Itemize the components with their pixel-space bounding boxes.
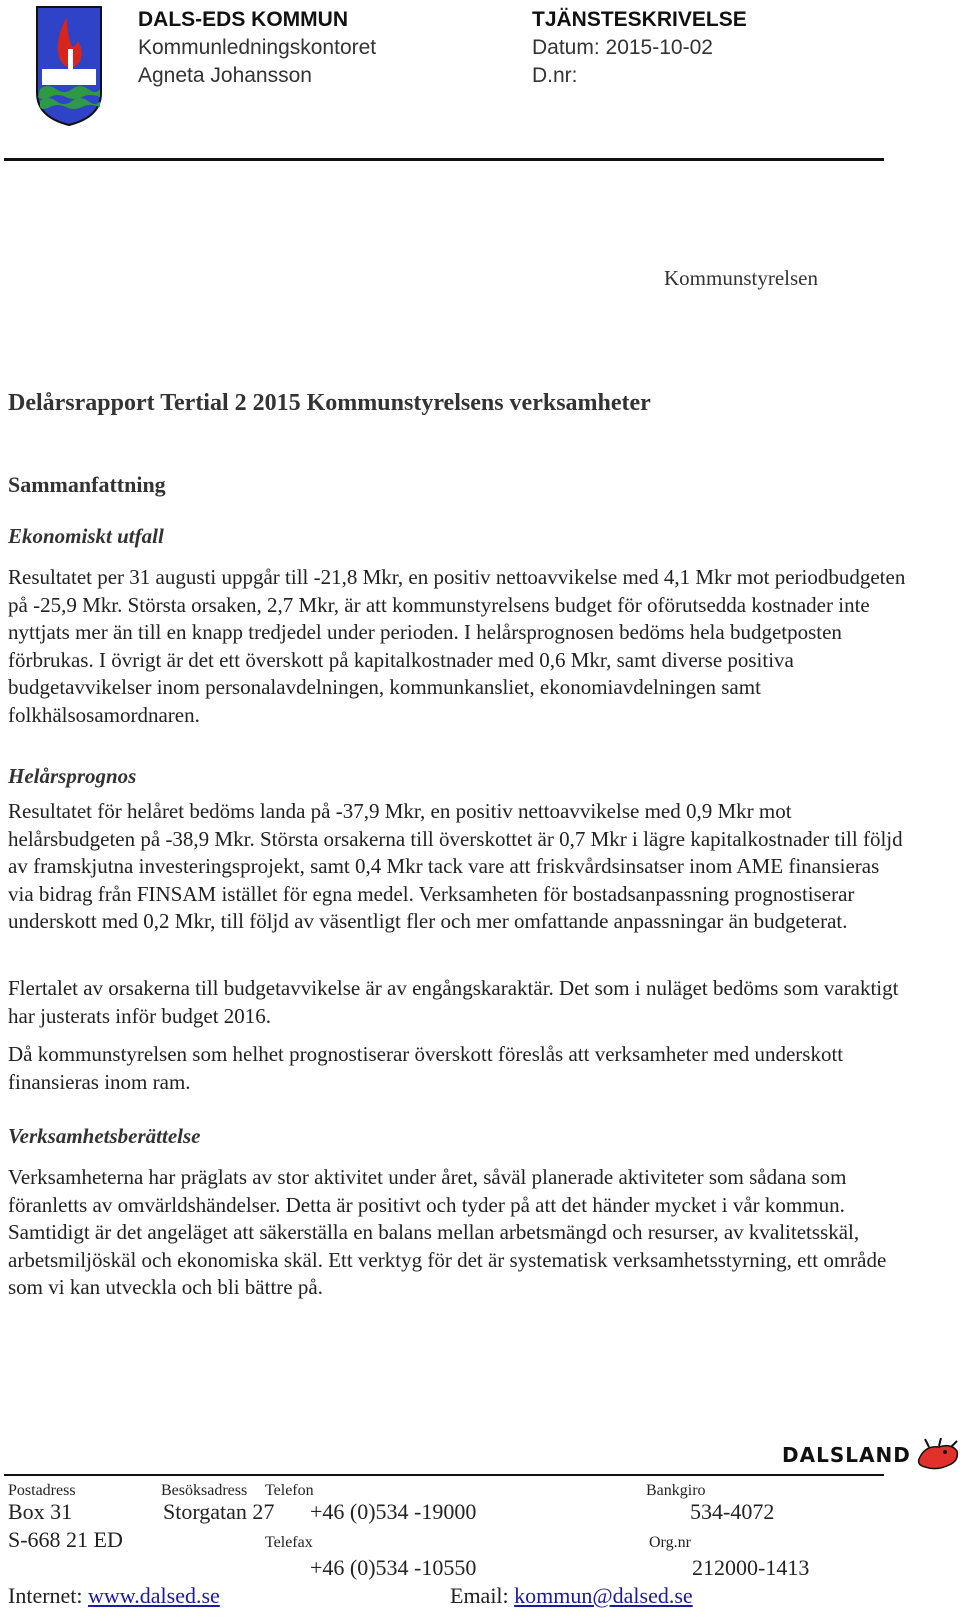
header-rule: [4, 158, 884, 161]
paragraph-helarsprognos-3: Då kommunstyrelsen som helhet prognostiserar överskott föreslås att verksamheter med underskott finansieras inom ram.: [8, 1042, 844, 1094]
street-address: Storgatan 27: [163, 1499, 275, 1524]
paragraph-ekonomiskt-utfall: Resultatet per 31 augusti uppgår till -21,8 Mkr, en positiv nettoavvikelse med 4,1 Mkr mot periodbudgeten på -25,9 Mkr. Största orsaken, 2,7 Mkr, är att kommunstyrelsens budget för oförutsedda kostnader inte nyttjats mer än till en knapp tredjedel under perioden. I helårsprognosen bedöms hela budgetposten förbrukas. I övrigt är det ett överskott på kapitalkostnader med 0,6 Mkr, samt diverse positiva budgetavvikelser inom personalavdelningen, kommunkansliet, ekonomiavdelningen samt folkhälsosamordnaren.: [8, 565, 906, 727]
phone-number: +46 (0)534 -19000: [310, 1499, 477, 1524]
document-title: Delårsrapport Tertial 2 2015 Kommunstyrelsens verksamheter: [8, 390, 651, 416]
email-label: Email:: [450, 1583, 509, 1608]
org-number: 212000-1413: [692, 1555, 810, 1580]
footer-rule: [4, 1474, 884, 1476]
internet-row: [8, 1583, 220, 1609]
email-link[interactable]: kommun@dalsed.se: [514, 1583, 693, 1608]
postcode: S-668 21 ED: [8, 1527, 123, 1552]
org-name: DALS-EDS KOMMUN: [138, 8, 348, 31]
website-link[interactable]: www.dalsed.se: [88, 1583, 220, 1608]
telefon-label: Telefon: [265, 1482, 314, 1499]
paragraph-helarsprognos-1: Resultatet för helåret bedöms landa på -37,9 Mkr, en positiv nettoavvikelse med 0,9 Mkr mot helårsbudgeten på -38,9 Mkr. Största orsakerna till överskottet är 0,7 Mkr i lägre kapitalkostnader till följd av framskjutna investeringsprojekt, samt 0,4 Mkr tack vare att friskvårdsinsatser inom AME finansieras via bidrag från FINSAM istället för egna medel. Verksamheten för bostadsanpassning prognostiserar underskott med 0,2 Mkr, till följd av väsentligt fler och mer omfattande anpassningar än budgeterat.: [8, 799, 903, 934]
section-heading-verksamhetsberattelse: Verksamhetsberättelse: [8, 1124, 201, 1148]
bankgiro-label: Bankgiro: [646, 1482, 706, 1499]
recipient: Kommunstyrelsen: [664, 266, 818, 290]
fax-number: +46 (0)534 -10550: [310, 1555, 477, 1580]
summary-heading: Sammanfattning: [8, 472, 166, 497]
doc-dnr: D.nr:: [532, 64, 578, 87]
bankgiro-number: 534-4072: [690, 1499, 775, 1524]
post-box: Box 31: [8, 1499, 73, 1524]
internet-label: Internet:: [8, 1583, 83, 1608]
postadress-label: Postadress: [8, 1482, 76, 1499]
paragraph-helarsprognos-2: Flertalet av orsakerna till budgetavvikelse är av engångskaraktär. Det som i nuläget bedöms som varaktigt har justerats inför budget 2016.: [8, 976, 899, 1028]
dalsland-troll-icon: [915, 1437, 960, 1473]
telefax-label: Telefax: [265, 1534, 313, 1551]
dalsland-logo: [782, 1437, 960, 1473]
section-heading-helarsprognos: Helårsprognos: [8, 764, 137, 788]
besoksadress-label: Besöksadress: [161, 1482, 248, 1499]
email-row: [450, 1583, 693, 1609]
orgnr-label: Org.nr: [649, 1534, 691, 1551]
dalsland-logo-text: DALSLAND: [782, 1443, 911, 1467]
author: Agneta Johansson: [138, 64, 312, 87]
coat-of-arms-logo: [34, 5, 104, 127]
doc-type: TJÄNSTESKRIVELSE: [532, 8, 747, 31]
doc-date: Datum: 2015-10-02: [532, 36, 713, 59]
paragraph-verksamhetsberattelse: Verksamheterna har präglats av stor aktivitet under året, såväl planerade aktiviteter som sådana som föranletts av omvärldshändelser. Detta är positivt och tyder på att det händer mycket i vår kommun. Samtidigt är det angeläget att säkerställa en balans mellan arbetsmängd och resurser, av kvalitetsskäl, arbetsmiljöskäl och ekonomiska skäl. Ett verktyg för det är systematisk verksamhetsstyrning, ett område som vi kan utveckla och bli bättre på.: [8, 1165, 887, 1300]
department: Kommunledningskontoret: [138, 36, 377, 59]
section-heading-ekonomiskt-utfall: Ekonomiskt utfall: [8, 524, 164, 548]
